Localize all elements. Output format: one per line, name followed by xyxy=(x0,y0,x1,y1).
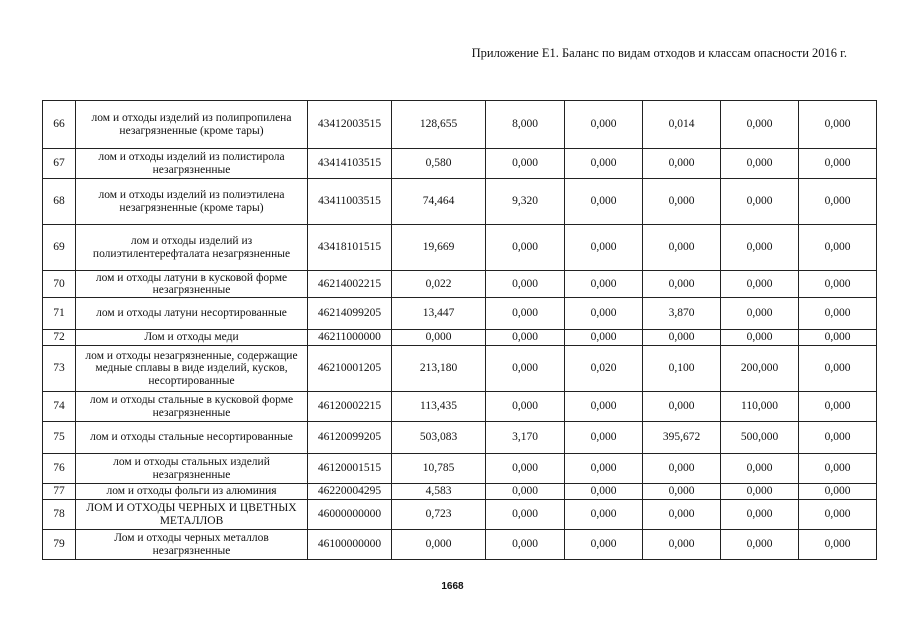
waste-name-cell: лом и отходы незагрязненные, содержащие медные сплавы в виде изделий, кусков, несортированные xyxy=(76,346,308,392)
row-number-cell: 68 xyxy=(43,179,76,225)
waste-name-cell: лом и отходы стальные в кусковой форме незагрязненные xyxy=(76,392,308,422)
waste-code-cell: 46210001205 xyxy=(308,346,392,392)
waste-name-cell: лом и отходы изделий из полиэтилентерефталата незагрязненные xyxy=(76,225,308,271)
table-body xyxy=(43,101,877,560)
value-cell-3: 0,000 xyxy=(565,271,643,298)
value-cell-5: 0,000 xyxy=(721,454,799,484)
waste-name-cell: лом и отходы изделий из полипропилена незагрязненные (кроме тары) xyxy=(76,101,308,149)
table-row xyxy=(43,422,877,454)
page-title: Приложение Е1. Баланс по видам отходов и классам опасности 2016 г. xyxy=(471,46,847,60)
row-number-cell: 67 xyxy=(43,149,76,179)
waste-name-cell: ЛОМ И ОТХОДЫ ЧЕРНЫХ И ЦВЕТНЫХ МЕТАЛЛОВ xyxy=(76,500,308,530)
waste-code-cell: 46000000000 xyxy=(308,500,392,530)
value-cell-5: 0,000 xyxy=(721,101,799,149)
waste-name-cell: лом и отходы стальных изделий незагрязненные xyxy=(76,454,308,484)
value-cell-4: 0,000 xyxy=(643,530,721,560)
waste-name-cell: лом и отходы фольги из алюминия xyxy=(76,484,308,500)
value-cell-4: 0,000 xyxy=(643,392,721,422)
value-cell-4: 0,014 xyxy=(643,101,721,149)
value-cell-2: 0,000 xyxy=(486,392,565,422)
row-number-cell: 69 xyxy=(43,225,76,271)
value-cell-5: 500,000 xyxy=(721,422,799,454)
row-number-cell: 75 xyxy=(43,422,76,454)
value-cell-5: 0,000 xyxy=(721,298,799,330)
value-cell-4: 0,000 xyxy=(643,179,721,225)
value-cell-3: 0,000 xyxy=(565,392,643,422)
value-cell-6: 0,000 xyxy=(799,346,877,392)
table-row xyxy=(43,454,877,484)
value-cell-5: 0,000 xyxy=(721,225,799,271)
value-cell-6: 0,000 xyxy=(799,271,877,298)
value-cell-1: 19,669 xyxy=(392,225,486,271)
value-cell-3: 0,000 xyxy=(565,330,643,346)
value-cell-6: 0,000 xyxy=(799,454,877,484)
value-cell-5: 0,000 xyxy=(721,179,799,225)
value-cell-6: 0,000 xyxy=(799,298,877,330)
value-cell-5: 0,000 xyxy=(721,271,799,298)
value-cell-5: 110,000 xyxy=(721,392,799,422)
value-cell-4: 0,000 xyxy=(643,454,721,484)
value-cell-1: 503,083 xyxy=(392,422,486,454)
value-cell-5: 0,000 xyxy=(721,330,799,346)
waste-code-cell: 43412003515 xyxy=(308,101,392,149)
waste-code-cell: 46214099205 xyxy=(308,298,392,330)
page-number: 1668 xyxy=(441,581,464,592)
value-cell-1: 128,655 xyxy=(392,101,486,149)
value-cell-6: 0,000 xyxy=(799,530,877,560)
row-number-cell: 66 xyxy=(43,101,76,149)
table-row xyxy=(43,484,877,500)
value-cell-4: 0,000 xyxy=(643,484,721,500)
waste-balance-table xyxy=(42,100,877,560)
value-cell-1: 10,785 xyxy=(392,454,486,484)
value-cell-1: 0,723 xyxy=(392,500,486,530)
value-cell-2: 8,000 xyxy=(486,101,565,149)
value-cell-3: 0,000 xyxy=(565,484,643,500)
value-cell-2: 0,000 xyxy=(486,225,565,271)
value-cell-4: 395,672 xyxy=(643,422,721,454)
value-cell-2: 0,000 xyxy=(486,454,565,484)
waste-name-cell: лом и отходы латуни несортированные xyxy=(76,298,308,330)
waste-code-cell: 46120099205 xyxy=(308,422,392,454)
value-cell-1: 13,447 xyxy=(392,298,486,330)
value-cell-3: 0,000 xyxy=(565,530,643,560)
value-cell-1: 74,464 xyxy=(392,179,486,225)
value-cell-1: 0,000 xyxy=(392,330,486,346)
value-cell-2: 0,000 xyxy=(486,298,565,330)
value-cell-3: 0,000 xyxy=(565,422,643,454)
value-cell-2: 0,000 xyxy=(486,346,565,392)
value-cell-5: 0,000 xyxy=(721,149,799,179)
value-cell-4: 0,100 xyxy=(643,346,721,392)
value-cell-1: 0,000 xyxy=(392,530,486,560)
table-row xyxy=(43,225,877,271)
value-cell-6: 0,000 xyxy=(799,330,877,346)
value-cell-6: 0,000 xyxy=(799,392,877,422)
value-cell-2: 0,000 xyxy=(486,271,565,298)
waste-code-cell: 46120001515 xyxy=(308,454,392,484)
waste-name-cell: лом и отходы стальные несортированные xyxy=(76,422,308,454)
value-cell-3: 0,000 xyxy=(565,454,643,484)
value-cell-2: 3,170 xyxy=(486,422,565,454)
table-row xyxy=(43,392,877,422)
value-cell-4: 0,000 xyxy=(643,225,721,271)
table-row xyxy=(43,271,877,298)
waste-code-cell: 46214002215 xyxy=(308,271,392,298)
value-cell-3: 0,000 xyxy=(565,149,643,179)
row-number-cell: 70 xyxy=(43,271,76,298)
value-cell-3: 0,000 xyxy=(565,101,643,149)
waste-name-cell: лом и отходы изделий из полиэтилена незагрязненные (кроме тары) xyxy=(76,179,308,225)
value-cell-4: 3,870 xyxy=(643,298,721,330)
value-cell-4: 0,000 xyxy=(643,149,721,179)
value-cell-2: 0,000 xyxy=(486,530,565,560)
waste-name-cell: лом и отходы латуни в кусковой форме незагрязненные xyxy=(76,271,308,298)
waste-code-cell: 46211000000 xyxy=(308,330,392,346)
value-cell-4: 0,000 xyxy=(643,500,721,530)
waste-code-cell: 43418101515 xyxy=(308,225,392,271)
row-number-cell: 79 xyxy=(43,530,76,560)
row-number-cell: 77 xyxy=(43,484,76,500)
value-cell-3: 0,000 xyxy=(565,179,643,225)
waste-code-cell: 46120002215 xyxy=(308,392,392,422)
value-cell-4: 0,000 xyxy=(643,330,721,346)
value-cell-3: 0,020 xyxy=(565,346,643,392)
value-cell-5: 0,000 xyxy=(721,484,799,500)
waste-name-cell: лом и отходы изделий из полистирола незагрязненные xyxy=(76,149,308,179)
waste-code-cell: 46220004295 xyxy=(308,484,392,500)
value-cell-1: 0,580 xyxy=(392,149,486,179)
value-cell-6: 0,000 xyxy=(799,225,877,271)
value-cell-3: 0,000 xyxy=(565,225,643,271)
value-cell-6: 0,000 xyxy=(799,179,877,225)
value-cell-1: 0,022 xyxy=(392,271,486,298)
waste-code-cell: 43411003515 xyxy=(308,179,392,225)
value-cell-3: 0,000 xyxy=(565,500,643,530)
value-cell-4: 0,000 xyxy=(643,271,721,298)
value-cell-5: 0,000 xyxy=(721,530,799,560)
value-cell-1: 113,435 xyxy=(392,392,486,422)
value-cell-2: 0,000 xyxy=(486,149,565,179)
value-cell-2: 0,000 xyxy=(486,500,565,530)
table-row xyxy=(43,500,877,530)
value-cell-3: 0,000 xyxy=(565,298,643,330)
value-cell-5: 200,000 xyxy=(721,346,799,392)
table-row xyxy=(43,101,877,149)
row-number-cell: 72 xyxy=(43,330,76,346)
value-cell-5: 0,000 xyxy=(721,500,799,530)
value-cell-2: 0,000 xyxy=(486,484,565,500)
table-row xyxy=(43,298,877,330)
value-cell-1: 213,180 xyxy=(392,346,486,392)
table-row xyxy=(43,530,877,560)
value-cell-6: 0,000 xyxy=(799,101,877,149)
value-cell-2: 0,000 xyxy=(486,330,565,346)
value-cell-6: 0,000 xyxy=(799,500,877,530)
value-cell-6: 0,000 xyxy=(799,422,877,454)
row-number-cell: 76 xyxy=(43,454,76,484)
table-row xyxy=(43,179,877,225)
row-number-cell: 71 xyxy=(43,298,76,330)
waste-name-cell: Лом и отходы меди xyxy=(76,330,308,346)
waste-code-cell: 46100000000 xyxy=(308,530,392,560)
row-number-cell: 78 xyxy=(43,500,76,530)
waste-code-cell: 43414103515 xyxy=(308,149,392,179)
value-cell-6: 0,000 xyxy=(799,484,877,500)
row-number-cell: 73 xyxy=(43,346,76,392)
value-cell-1: 4,583 xyxy=(392,484,486,500)
row-number-cell: 74 xyxy=(43,392,76,422)
value-cell-6: 0,000 xyxy=(799,149,877,179)
table-row xyxy=(43,149,877,179)
table-row xyxy=(43,346,877,392)
waste-name-cell: Лом и отходы черных металлов незагрязненные xyxy=(76,530,308,560)
value-cell-2: 9,320 xyxy=(486,179,565,225)
table-row xyxy=(43,330,877,346)
